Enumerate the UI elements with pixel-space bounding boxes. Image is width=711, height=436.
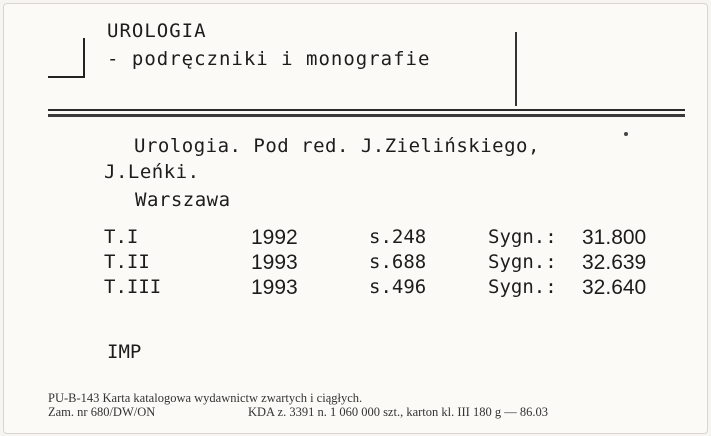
signature-label: Sygn.: [488,251,557,273]
volume-pages: s.248 [369,226,427,248]
signature-label: Sygn.: [488,276,557,298]
corner-mark-horizontal [48,76,85,78]
footer-order-number: Zam. nr 680/DW/ON [48,405,156,419]
volume-number: T.III [104,276,162,298]
footer-form-line: PU-B-143 Karta katalogowa wydawnictw zwartych i ciągłych. [48,391,363,405]
corner-mark-vertical [83,38,85,78]
volume-year: 1993 [251,251,298,274]
volume-pages: s.496 [369,276,427,298]
heading-divider [515,32,517,106]
volume-pages: s.688 [369,251,427,273]
heading-rule-double [48,114,685,117]
subject-heading: UROLOGIA [107,20,207,42]
entry-editor: J.Leńki. [104,161,200,183]
signature-label: Sygn.: [488,226,557,248]
signature-number: 32.639 [582,251,647,274]
footer-order-line [48,405,548,420]
ink-dot [624,132,628,136]
volume-year: 1992 [251,226,298,249]
catalog-card [3,3,708,434]
volume-number: T.I [104,226,139,248]
signature-number: 32.640 [582,276,647,299]
volume-year: 1993 [251,276,298,299]
subject-subtitle: - podręczniki i monografie [107,48,431,70]
heading-rule [48,109,685,111]
entry-place: Warszawa [135,189,231,211]
entry-title: Urologia. Pod red. J.Zielińskiego, [134,135,540,157]
footer-print-info: KDA z. 3391 n. 1 060 000 szt., karton kl. III 180 g — 86.03 [248,405,548,419]
signature-number: 31.800 [582,226,647,249]
volume-number: T.II [104,251,150,273]
note-imp: IMP [107,341,142,363]
